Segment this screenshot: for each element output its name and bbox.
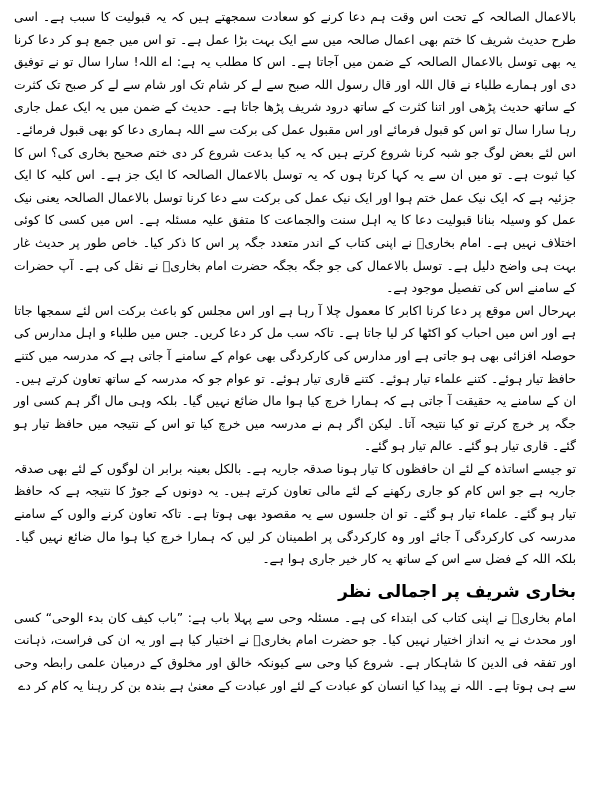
paragraph-1: بالاعمال الصالحہ کے تحت اس وقت ہم دعا کرنے کو سعادت سمجھتے ہیں کہ یہ قبولیت کا سبب ہے۔ اسی طرح حدیث شریف کا ختم بھی اعمال صالحہ میں سے ایک بہت بڑا عمل ہے۔ تو اس میں جمع ہو کر دعا کرنا یہ بھی توسل بالاعمال الصالحہ کے ضمن میں آجاتا ہے۔ اس کا مطلب یہ ہے: اے اللہ! سارا سال تو نے توفیق دی اور ہمارے طلباء نے قال اللہ اور قال رسول اللہ صبح سے لے کر شام تک اور شام سے لے کر صبح تک کثرت کے ساتھ حدیث پڑھی اور اتنا کثرت کے ساتھ درود شریف پڑھا جاتا ہے۔ حدیث کے ضمن میں یہ ایک عمل جاری رہا سارا سال تو اس کو قبول فرمائے اور اس مقبول عمل کی برکت سے اللہ ہماری دعا کو بھی قبول فرمائے۔ — [14, 10, 576, 137]
paragraph-4: تو جیسے اساتذہ کے لئے ان حافظوں کا تیار ہونا صدقہ جاریہ ہے۔ بالکل بعینہ برابر ان لوگوں کے لئے بھی صدقہ جاریہ ہے جو اس کام کو جاری رکھنے کے لئے مالی تعاون کرتے ہیں۔ یہ دونوں کے جوڑ کا نتیجہ ہے کہ حافظ تیار ہو گئے۔ علماء تیار ہو گئے۔ تو ان جلسوں سے یہ مقصود بھی ہوتا ہے۔ تاکہ تعاون کرنے والوں کے سامنے مدرسہ کی کارکردگی آ جائے اور وہ کارکردگی پر اطمینان کر لیں کہ ہمارا خرچ کیا ہوا مال ضائع نہیں گیا۔ بلکہ اللہ کے فضل سے اس کے ساتھ یہ کار خیر جاری ہوا ہے۔ — [14, 461, 576, 567]
paragraph-3: بہرحال اس موقع پر دعا کرنا اکابر کا معمول چلا آ رہا ہے اور اس مجلس کو باعث برکت اس لئے سمجھا جاتا ہے اور اس میں احباب کو اکٹھا کر لیا جاتا ہے۔ تاکہ سب مل کر دعا کریں۔ جس میں طلباء و اہل مدارس کی حوصلہ افزائی بھی ہو جاتی ہے اور مدارس کی کارکردگی بھی عوام کے سامنے آ جاتی ہے کہ مدرسہ میں کتنے حافظ تیار ہوئے۔ کتنے علماء تیار ہوئے۔ کتنے قاری تیار ہوئے۔ تو عوام جو کہ مدرسہ کے ساتھ تعاون کرتے ہیں۔ ان کے سامنے یہ حقیقت آ جاتی ہے کہ ہمارا خرچ کیا ہوا مال ضائع نہیں گیا۔ بلکہ وہی مال اگر ہم کسی اور جگہ پر خرچ کرتے تو کیا نتیجہ آتا۔ لیکن اگر ہم نے مدرسہ میں خرچ کیا تو اس کے نتیجہ میں حافظ تیار ہو گئے۔ قاری تیار ہو گئے۔ عالم تیار ہو گئے۔ — [14, 303, 576, 454]
paragraph-2: اس لئے بعض لوگ جو شبہ کرنا شروع کرتے ہیں کہ یہ کیا بدعت شروع کر دی ختم صحیح بخاری کی؟ اس کا کیا ثبوت ہے۔ تو میں ان سے یہ کہا کرتا ہوں کہ یہ توسل بالاعمال الصالحہ کا ایک جز ہے۔ اس کلیہ کا ایک جزئیہ ہے کہ ایک نیک عمل ختم ہوا اور ایک نیک عمل کی برکت سے دعا کرنا توسل بالاعمال الصالحہ یعنی نیک عمل کو وسیلہ بنانا قبولیت دعا کا یہ اہل سنت والجماعت کا متفق علیہ مسئلہ ہے۔ اس میں کسی کا کوئی اختلاف نہیں ہے۔ امام بخاریؒ نے اپنی کتاب کے اندر متعدد جگہ پر اس کا ذکر کیا۔ خاص طور پر حدیث غار بہت ہی واضح دلیل ہے۔ توسل بالاعمال کی جو جگہ بجگہ حضرت امام بخاریؒ نے نقل کی ہے۔ آپ حضرات کے سامنے اس کی تفصیل موجود ہے۔ — [14, 145, 576, 296]
paragraph-5: امام بخاریؒ نے اپنی کتاب کی ابتداء کی ہے۔ مسئلہ وحی سے پہلا باب ہے: ”باب کیف کان بدء الوحی“ کسی اور محدث نے یہ انداز اختیار نہیں کیا۔ جو حضرت امام بخاریؒ نے اختیار کیا ہے اور یہ ان کی فراست، ذہانت اور تفقہ فی الدین کا شاہکار ہے۔ شروع کیا وحی سے کیونکہ خالق اور مخلوق کے درمیان علمی رابطہ وحی سے ہی ہوتا ہے۔ اللہ نے پیدا کیا انسان کو عبادت کے لئے اور عبادت کے معنیٰ ہے بندہ بن کر رہنا یہ کام کر دے — [14, 610, 576, 693]
section-heading: بخاری شریف پر اجمالی نظر — [338, 581, 576, 602]
